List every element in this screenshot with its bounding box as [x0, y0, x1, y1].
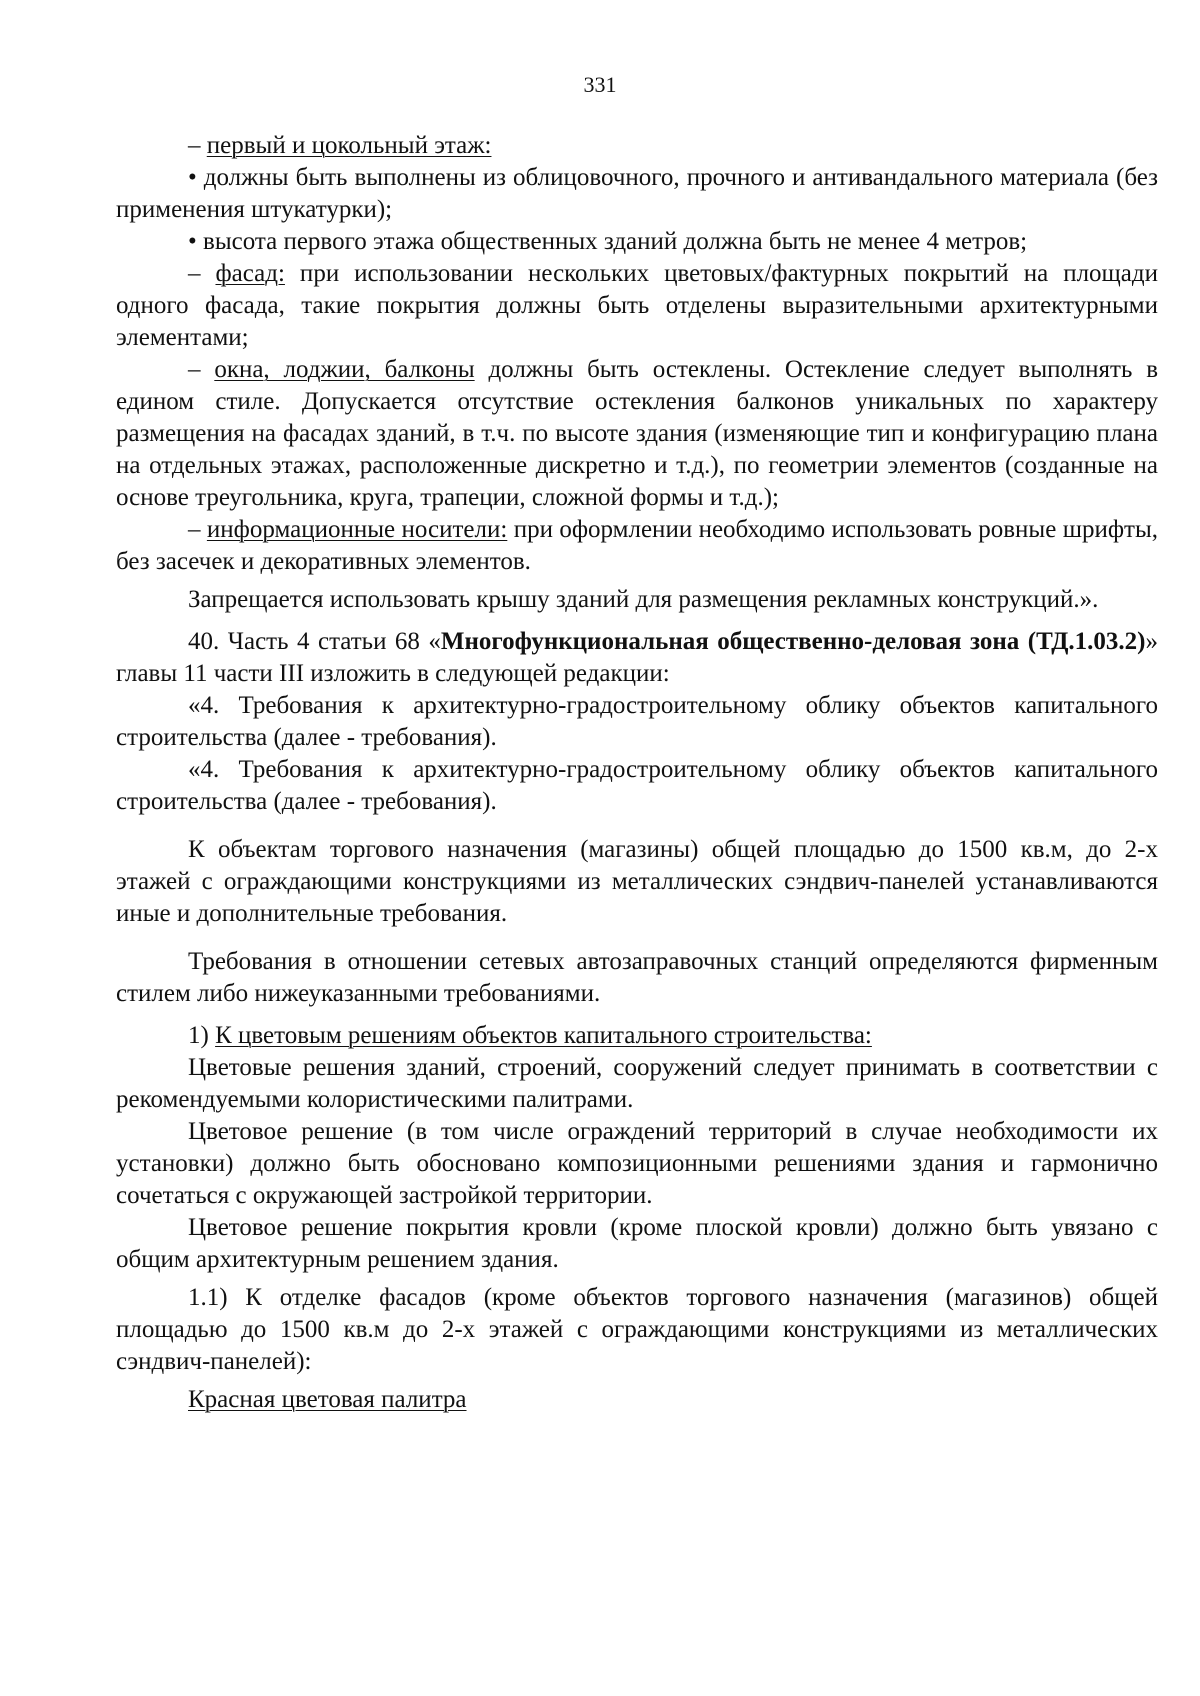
paragraph-item-40 — [116, 626, 1158, 690]
paragraph-trade-objects: К объектам торгового назначения (магазины) общей площадью до 1500 кв.м, до 2-х этажей с ограждающими конструкциями из металлических сэндвич-панелей устанавливаются иные и дополнительные требования. — [116, 836, 1158, 927]
paragraph-first-floor — [116, 130, 1158, 162]
dash-marker: – — [188, 516, 207, 543]
paragraph-text: 40. Часть 4 статьи 68 « — [188, 628, 441, 655]
underlined-heading: первый и цокольный этаж: — [206, 132, 492, 159]
dash-marker: – — [188, 132, 207, 159]
paragraph-red-palette — [116, 1384, 1158, 1416]
paragraph-text: высота первого этажа общественных зданий должна быть не менее 4 метров; — [203, 228, 1028, 255]
paragraph-text: должны быть остеклены. Остекление следует выполнять в едином стиле. Допускается отсутствие остекления балконов уникальных по характеру размещения на фасадах зданий, в т.ч. по высоте здания (изменяющие тип и конфигурацию плана на отдельных этажах, расположенные дискретно и т.д.), по геометрии элементов (созданные на основе треугольника, круга, трапеции, сложной формы и т.д.); — [116, 356, 1158, 511]
paragraph-text: при использовании нескольких цветовых/фактурных покрытий на площади одного фасада, такие покрытия должны быть отделены выразительными архитектурными элементами; — [116, 260, 1158, 351]
underlined-heading: Красная цветовая палитра — [188, 1386, 467, 1413]
paragraph-requirements-heading-repeat: «4. Требования к архитектурно-градостроительному облику объектов капитального строительства (далее - требования). — [116, 756, 1158, 815]
dash-marker: – — [188, 260, 216, 287]
document-body — [116, 130, 1158, 1416]
underlined-heading: окна, лоджии, балконы — [214, 356, 475, 383]
dash-marker: – — [188, 356, 215, 383]
bullet-marker: • — [188, 228, 204, 255]
paragraph-requirements-heading: «4. Требования к архитектурно-градостроительному облику объектов капитального строительства (далее - требования). — [116, 692, 1158, 751]
paragraph-color-palettes: Цветовые решения зданий, строений, сооружений следует принимать в соответствии с рекомендуемыми колористическими палитрами. — [116, 1054, 1158, 1113]
list-number: 1) — [188, 1022, 216, 1049]
paragraph-color-solutions-heading — [116, 1020, 1158, 1052]
paragraph-cladding — [116, 162, 1158, 226]
underlined-heading: К цветовым решениям объектов капитального строительства: — [215, 1022, 872, 1049]
underlined-heading: информационные носители: — [206, 516, 508, 543]
paragraph-gas-stations: Требования в отношении сетевых автозаправочных станций определяются фирменным стилем либо нижеуказанными требованиями. — [116, 948, 1158, 1007]
paragraph-text: должны быть выполнены из облицовочного, прочного и антивандального материала (без применения штукатурки); — [116, 164, 1158, 223]
paragraph-color-fences: Цветовое решение (в том числе ограждений территорий в случае необходимости их установки) должно быть обосновано композиционными решениями здания и гармонично сочетаться с окружающей застройкой территории. — [116, 1118, 1158, 1209]
paragraph-first-floor-height — [116, 226, 1158, 258]
bullet-marker: • — [188, 164, 204, 191]
paragraph-roof-color: Цветовое решение покрытия кровли (кроме плоской кровли) должно быть увязано с общим архитектурным решением здания. — [116, 1214, 1158, 1273]
paragraph-windows — [116, 354, 1158, 514]
paragraph-text: » главы 11 части III изложить в следующей редакции: — [116, 628, 1158, 687]
paragraph-roof-advertising: Запрещается использовать крышу зданий для размещения рекламных конструкций.». — [188, 586, 1099, 613]
paragraph-facade — [116, 258, 1158, 354]
underlined-heading: фасад: — [215, 260, 285, 287]
paragraph-text: при оформлении необходимо использовать ровные шрифты, без засечек и декоративных элементов. — [116, 516, 1158, 575]
bold-zone-title: Многофункциональная общественно-деловая зона (ТД.1.03.2) — [440, 628, 1146, 655]
paragraph-info-carriers — [116, 514, 1158, 578]
paragraph-facade-finishing: 1.1) К отделке фасадов (кроме объектов торгового назначения (магазинов) общей площадью до 1500 кв.м до 2-х этажей с ограждающими конструкциями из металлических сэндвич-панелей): — [116, 1284, 1158, 1375]
page-number: 331 — [583, 72, 617, 97]
